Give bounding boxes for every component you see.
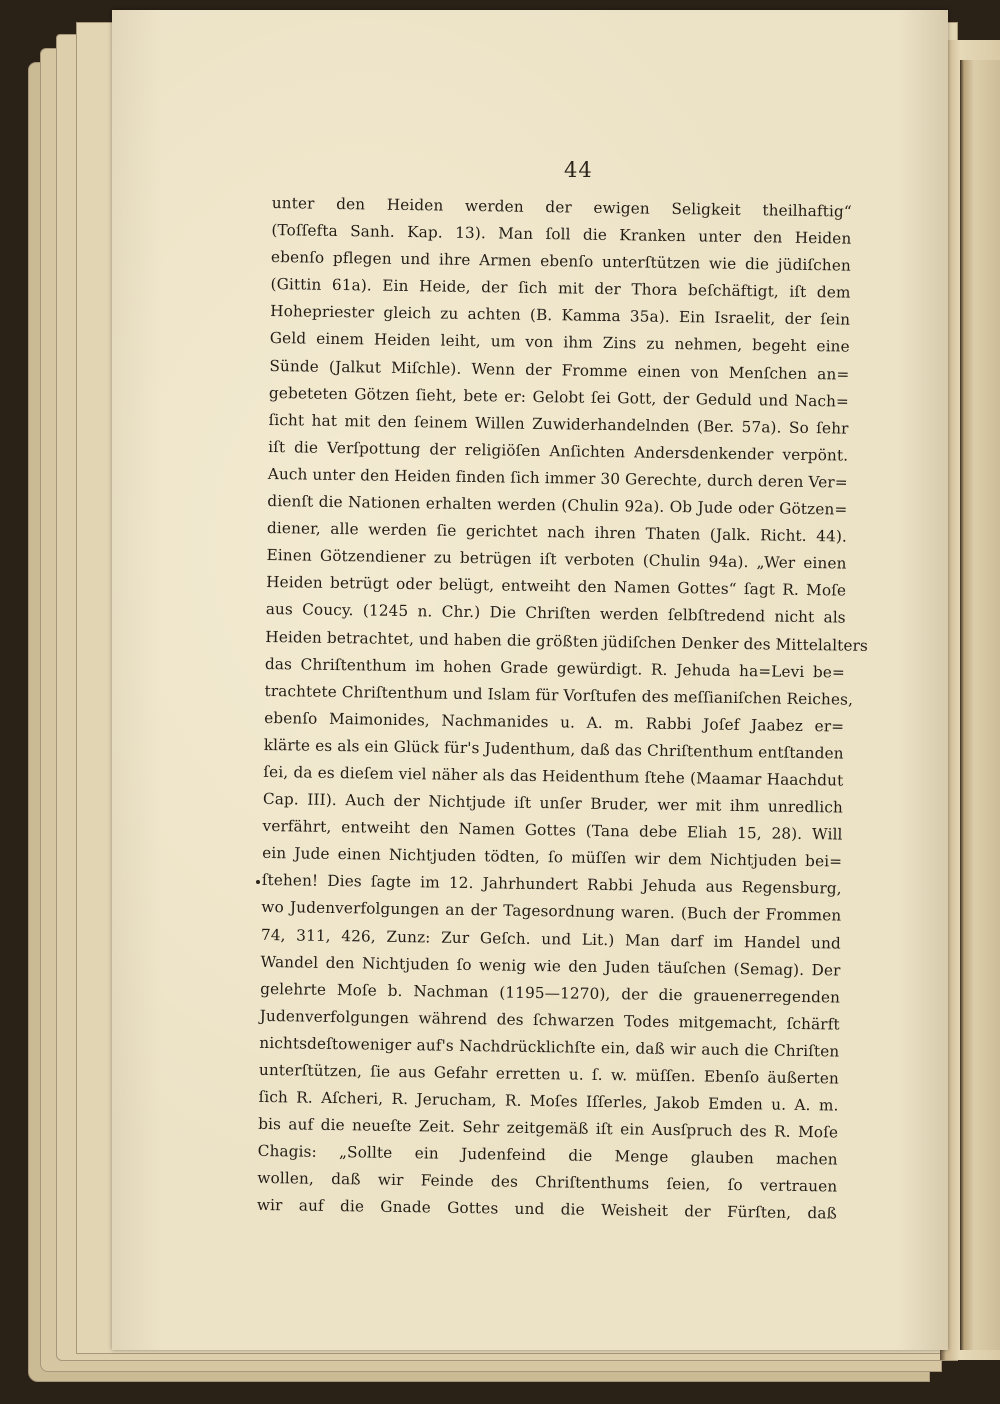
text-line: Chagis: „Sollte ein Judenfeind die Menge glauben machen [257, 1142, 838, 1169]
text-line: ebenſo pflegen und ihre Armen ebenſo unterſtützen wie die jüdiſchen [270, 248, 852, 275]
ink-speck [256, 880, 260, 884]
text-line: (Gittin 61a). Ein Heide, der ſich mit der Thora beſchäftigt, iſt dem [270, 275, 851, 302]
text-line: Geld einem Heiden leiht, um von ihm Zins zu nehmen, begeht eine [269, 329, 850, 357]
text-line: iſt die Verſpottung der religiöſen Anſichten Andersdenkender verpönt. [268, 437, 849, 465]
text-line: ſei, da es dieſem viel näher als das Heidenthum ſtehe (Maamar Haachdut [263, 762, 844, 790]
text-line: Wandel den Nichtjuden ſo wenig wie den Juden täuſchen (Semag). Der [260, 952, 841, 980]
text-line: 74, 311, 426, Zunz: Zur Geſch. und Lit.) Man darf im Handel und [260, 925, 842, 953]
text-line: Sünde (Jalkut Miſchle). Wenn der Fromme einen von Menſchen an= [269, 356, 850, 384]
text-line: unterſtützen, ſie aus Gefahr erretten u. ſ. w. müſſen. Ebenſo äußerten [258, 1060, 840, 1088]
text-line: Heiden betrachtet, und haben die größten jüdiſchen Denker des Mittelalters [265, 627, 869, 655]
text-line: aus Coucy. (1245 n. Chr.) Die Chriſten werden ſelbſtredend nicht als [265, 600, 846, 627]
text-line: wo Judenverfolgungen an der Tagesordnung waren. (Buch der Frommen [261, 898, 842, 925]
text-line: ein Jude einen Nichtjuden tödten, ſo müſſen wir dem Nichtjuden bei= [262, 844, 843, 871]
text-line: gelehrte Moſe b. Nachman (1195—1270), der die grauenerregenden [260, 979, 841, 1007]
text-line: ſich R. Aſcheri, R. Jerucham, R. Moſes Iſſerles, Jakob Emden u. A. m. [258, 1087, 839, 1115]
text-line: unter den Heiden werden der ewigen Seligkeit theilhaftig“ [271, 193, 852, 221]
body-text [256, 190, 869, 1228]
page-number: 44 [564, 158, 593, 182]
text-line: Auch unter den Heiden finden ſich immer 30 Gerechte, durch deren Ver= [267, 464, 848, 492]
text-line: ſicht hat mit den ſeinem Willen Zuwiderhandelnden (Ber. 57a). So ſehr [268, 410, 849, 438]
facing-page-edge [960, 60, 1000, 1350]
text-line: Judenverfolgungen während des ſchwarzen Todes mitgemacht, ſchärft [259, 1006, 840, 1034]
text-line: Hohepriester gleich zu achten (B. Kamma 35a). Ein Israelit, der ſein [270, 302, 851, 329]
text-line: diener, alle werden ſie gerichtet nach ihren Thaten (Jalk. Richt. 44). [266, 519, 848, 546]
text-line: trachtete Chriſtenthum und Islam für Vorſtufen des meſſianiſchen Reiches, [264, 681, 854, 709]
text-line: dienſt die Nationen erhalten werden (Chulin 92a). Ob Jude oder Götzen= [267, 491, 848, 519]
text-line: das Chriſtenthum im hohen Grade gewürdigt. R. Jehuda ha=Levi be= [264, 654, 846, 682]
text-line: ebenſo Maimonides, Nachmanides u. A. m. Rabbi Joſef Jaabez er= [264, 708, 845, 736]
text-line: wollen, daß wir Feinde des Chriſtenthums ſeien, ſo vertrauen [257, 1169, 838, 1196]
text-line: (Toſſefta Sanh. Kap. 13). Man ſoll die Kranken unter den Heiden [271, 221, 852, 248]
text-line: Cap. III). Auch der Nichtjude iſt unſer Bruder, wer mit ihm unredlich [262, 789, 844, 817]
text-line: nichtsdeſtoweniger auf's Nachdrücklichſte ein, daß wir auch die Chriſten [259, 1033, 840, 1061]
text-line: bis auf die neueſte Zeit. Sehr zeitgemäß iſt ein Ausſpruch des R. Moſe [258, 1115, 839, 1142]
text-line: ſtehen! Dies ſagte im 12. Jahrhundert Rabbi Jehuda aus Regensburg, [261, 871, 842, 898]
text-line: wir auf die Gnade Gottes und die Weisheit der Fürſten, daß [256, 1196, 838, 1223]
text-line: klärte es als ein Glück für's Judenthum, daß das Chriſtenthum entſtanden [263, 735, 844, 763]
text-line: verfährt, entweiht den Namen Gottes (Tana debe Eliah 15, 28). Will [262, 817, 843, 844]
text-line: Einen Götzendiener zu betrügen iſt verboten (Chulin 94a). „Wer einen [266, 546, 847, 573]
text-line: gebeteten Götzen ſieht, bete er: Gelobt ſei Gott, der Geduld und Nach= [268, 383, 850, 411]
text-line: Heiden betrügt oder belügt, entweiht den Namen Gottes“ ſagt R. Moſe [266, 573, 847, 600]
